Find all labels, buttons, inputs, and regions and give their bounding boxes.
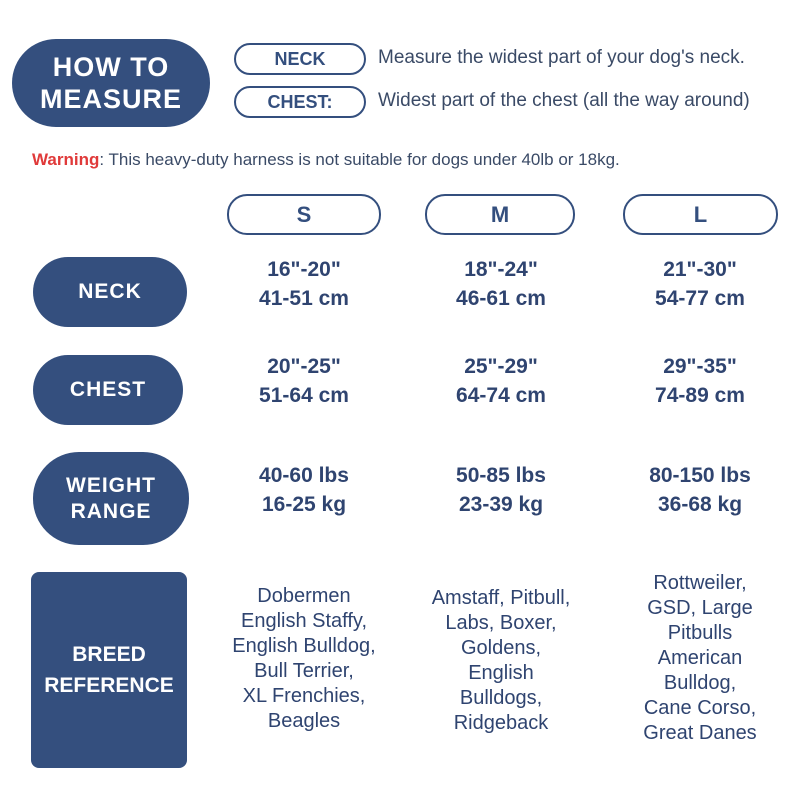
neck-value-s (209, 255, 399, 313)
warning-body: : This heavy-duty harness is not suitable for dogs under 40lb or 18kg. (99, 150, 620, 169)
breed-item: Bull Terrier, (254, 660, 354, 682)
size-header-m: M (425, 194, 575, 235)
warning-label: Warning (32, 150, 100, 169)
weight-value-m (406, 461, 596, 519)
chest-value-line: 20"-25" (267, 355, 341, 378)
breed-item: Dobermen (257, 585, 351, 607)
neck-value-line: 41-51 cm (259, 287, 349, 310)
chest-value-l (605, 352, 795, 410)
chest-measure-label: CHEST: (234, 86, 366, 118)
size-header-s: S (227, 194, 381, 235)
breed-item: Amstaff, Pitbull, (431, 587, 571, 609)
row-label-weight (33, 452, 189, 545)
breed-item: American (657, 647, 743, 669)
weight-value-line: 50-85 lbs (456, 464, 546, 487)
neck-value-m (406, 255, 596, 313)
weight-value-line: 23-39 kg (458, 493, 544, 516)
chest-measure-desc: Widest part of the chest (all the way around) (378, 90, 750, 111)
row-label-neck: NECK (33, 257, 187, 327)
chest-value-line: 51-64 cm (259, 384, 349, 407)
weight-label-2: RANGE (70, 499, 152, 523)
weight-value-l (605, 461, 795, 519)
breed-item: Bulldogs, (459, 687, 543, 709)
breed-label-1: BREED (72, 643, 146, 666)
breed-item: English Bulldog, (232, 635, 376, 657)
breed-item: English Staffy, (241, 610, 367, 632)
weight-value-line: 80-150 lbs (649, 464, 751, 487)
row-label-breed (31, 572, 187, 768)
weight-value-line: 16-25 kg (261, 493, 347, 516)
how-to-measure-badge (12, 39, 210, 127)
row-label-chest: CHEST (33, 355, 183, 425)
breed-item: Bulldog, (663, 672, 737, 694)
title-line-1: HOW TO (52, 52, 170, 82)
breed-item: Ridgeback (453, 712, 549, 734)
weight-value-s (209, 461, 399, 519)
breed-label-2: REFERENCE (44, 674, 174, 697)
neck-value-line: 21"-30" (663, 258, 737, 281)
chest-value-m (406, 352, 596, 410)
weight-label-1: WEIGHT (66, 473, 156, 497)
breed-item: Great Danes (643, 722, 757, 744)
warning-text (32, 150, 620, 170)
neck-value-l (605, 255, 795, 313)
weight-value-line: 40-60 lbs (259, 464, 349, 487)
breed-item: Beagles (267, 710, 341, 732)
breed-item: English (468, 662, 534, 684)
neck-measure-desc: Measure the widest part of your dog's neck. (378, 47, 745, 68)
size-header-l: L (623, 194, 778, 235)
neck-value-line: 54-77 cm (655, 287, 745, 310)
chest-value-line: 74-89 cm (655, 384, 745, 407)
chest-value-line: 25"-29" (464, 355, 538, 378)
breed-item: GSD, Large (647, 597, 753, 619)
chest-value-line: 29"-35" (663, 355, 737, 378)
breed-item: XL Frenchies, (242, 685, 366, 707)
breed-item: Rottweiler, (653, 572, 747, 594)
breed-list-s (209, 584, 399, 734)
weight-value-line: 36-68 kg (657, 493, 743, 516)
title-line-2: MEASURE (39, 84, 182, 114)
neck-value-line: 46-61 cm (456, 287, 546, 310)
chest-value-line: 64-74 cm (456, 384, 546, 407)
neck-value-line: 16"-20" (267, 258, 341, 281)
breed-list-m (406, 586, 596, 736)
chest-value-s (209, 352, 399, 410)
breed-item: Pitbulls (667, 622, 733, 644)
neck-value-line: 18"-24" (464, 258, 538, 281)
breed-item: Cane Corso, (643, 697, 757, 719)
breed-item: Labs, Boxer, (445, 612, 557, 634)
breed-item: Goldens, (460, 637, 542, 659)
breed-list-l (605, 571, 795, 746)
neck-measure-label: NECK (234, 43, 366, 75)
